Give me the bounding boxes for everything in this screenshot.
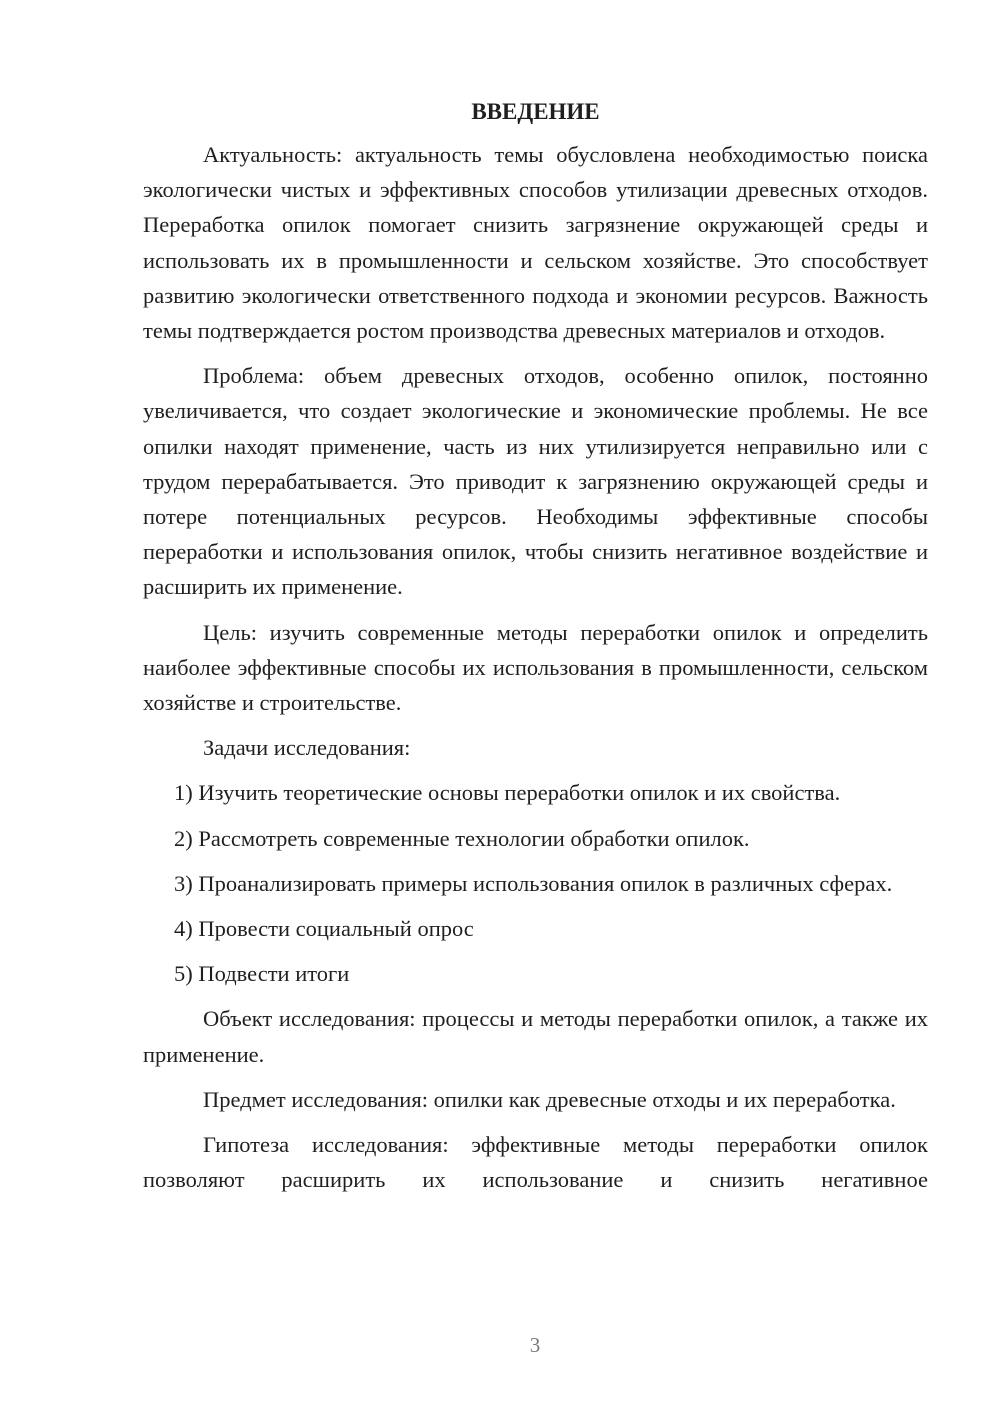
task-item: 4) Провести социальный опрос — [174, 916, 474, 942]
page-content — [143, 94, 928, 1207]
paragraph-subject: Предмет исследования: опилки как древесные отходы и их переработка. — [203, 1086, 896, 1112]
section-title: ВВЕДЕНИЕ — [471, 99, 600, 124]
task-item: 1) Изучить теоретические основы переработки опилок и их свойства. — [174, 780, 841, 806]
task-item: 2) Рассмотреть современные технологии обработки опилок. — [174, 825, 750, 851]
paragraph-tasks-heading: Задачи исследования: — [203, 735, 411, 761]
paragraph-hypothesis: Гипотеза исследования: эффективные методы переработки опилок позволяют расширить их использование и снизить негативное — [143, 1132, 928, 1193]
page-number: 3 — [529, 1333, 541, 1357]
task-item: 5) Подвести итоги — [174, 961, 350, 987]
task-item: 3) Проанализировать примеры использования опилок в различных сферах. — [174, 870, 893, 896]
paragraph-problem: Проблема: объем древесных отходов, особенно опилок, постоянно увеличивается, что создает экологические и экономические проблемы. Не все опилки находят применение, часть из них утилизируется неправильно или с трудом перерабатывается. Это приводит к загрязнению окружающей среды и потере потенциальных ресурсов. Необходимы эффективные способы переработки и использования опилок, чтобы снизить негативное воздействие и расширить их применение. — [143, 363, 928, 600]
paragraph-relevance: Актуальность: актуальность темы обусловлена необходимостью поиска экологически чистых и эффективных способов утилизации древесных отходов. Переработка опилок помогает снизить загрязнение окружающей среды и использовать их в промышленности и сельском хозяйстве. Это способствует развитию экологически ответственного подхода и экономии ресурсов. Важность темы подтверждается ростом производства древесных материалов и отходов. — [143, 142, 928, 344]
paragraph-goal: Цель: изучить современные методы переработки опилок и определить наиболее эффективные способы их использования в промышленности, сельском хозяйстве и строительстве. — [143, 619, 928, 716]
paragraph-object: Объект исследования: процессы и методы переработки опилок, а также их применение. — [143, 1006, 928, 1067]
